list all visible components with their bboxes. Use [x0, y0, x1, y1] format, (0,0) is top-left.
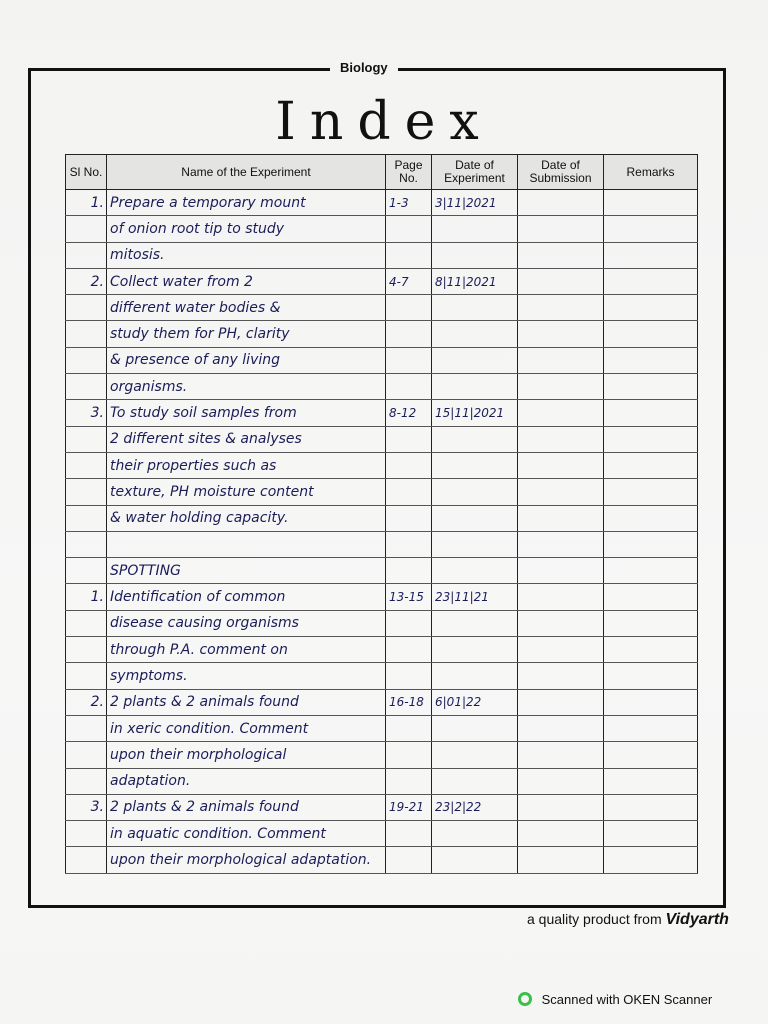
- experiment-name-cell: their properties such as: [107, 452, 386, 478]
- sl-cell: [66, 531, 107, 557]
- table-row: [66, 637, 698, 663]
- index-table-container: [65, 154, 698, 874]
- table-row: [66, 426, 698, 452]
- experiment-name-cell: texture, PH moisture content: [107, 479, 386, 505]
- experiment-name-cell: Identification of common: [107, 584, 386, 610]
- page-number-cell: [386, 610, 432, 636]
- table-row: [66, 242, 698, 268]
- table-row: [66, 821, 698, 847]
- date-of-experiment-cell: [432, 847, 518, 873]
- column-header-date-experiment: Date of Experiment: [432, 155, 518, 190]
- experiment-name-cell: through P.A. comment on: [107, 637, 386, 663]
- page-number-cell: [386, 295, 432, 321]
- page-number-cell: [386, 374, 432, 400]
- page-number-cell: 1-3: [386, 190, 432, 216]
- date-of-submission-cell: [518, 426, 604, 452]
- experiment-name-cell: Prepare a temporary mount: [107, 190, 386, 216]
- page-number-cell: [386, 505, 432, 531]
- remarks-cell: [604, 426, 698, 452]
- page-number-cell: [386, 637, 432, 663]
- remarks-cell: [604, 558, 698, 584]
- column-header-page: Page No.: [386, 155, 432, 190]
- table-row: [66, 663, 698, 689]
- remarks-cell: [604, 374, 698, 400]
- remarks-cell: [604, 242, 698, 268]
- sl-cell: 3.: [66, 794, 107, 820]
- date-of-experiment-cell: [432, 295, 518, 321]
- table-row: [66, 742, 698, 768]
- remarks-cell: [604, 321, 698, 347]
- date-of-experiment-cell: 23|11|21: [432, 584, 518, 610]
- remarks-cell: [604, 190, 698, 216]
- page-number-cell: [386, 479, 432, 505]
- sl-cell: [66, 558, 107, 584]
- date-of-submission-cell: [518, 216, 604, 242]
- experiment-name-cell: [107, 531, 386, 557]
- column-header-remarks: Remarks: [604, 155, 698, 190]
- table-row: [66, 531, 698, 557]
- table-row: [66, 768, 698, 794]
- sl-cell: [66, 821, 107, 847]
- sl-cell: [66, 452, 107, 478]
- date-of-submission-cell: [518, 584, 604, 610]
- date-of-submission-cell: [518, 558, 604, 584]
- sl-cell: [66, 347, 107, 373]
- date-of-experiment-cell: [432, 426, 518, 452]
- date-of-submission-cell: [518, 689, 604, 715]
- remarks-cell: [604, 663, 698, 689]
- remarks-cell: [604, 847, 698, 873]
- experiment-name-cell: disease causing organisms: [107, 610, 386, 636]
- date-of-submission-cell: [518, 374, 604, 400]
- date-of-experiment-cell: 3|11|2021: [432, 190, 518, 216]
- sl-cell: 1.: [66, 584, 107, 610]
- table-row: [66, 190, 698, 216]
- date-of-submission-cell: [518, 452, 604, 478]
- page-number-cell: 19-21: [386, 794, 432, 820]
- date-of-submission-cell: [518, 794, 604, 820]
- table-row: [66, 374, 698, 400]
- date-of-experiment-cell: [432, 452, 518, 478]
- remarks-cell: [604, 531, 698, 557]
- remarks-cell: [604, 768, 698, 794]
- column-header-experiment: Name of the Experiment: [107, 155, 386, 190]
- table-row: [66, 321, 698, 347]
- experiment-name-cell: 2 plants & 2 animals found: [107, 689, 386, 715]
- page-number-cell: [386, 663, 432, 689]
- remarks-cell: [604, 794, 698, 820]
- remarks-cell: [604, 268, 698, 294]
- remarks-cell: [604, 637, 698, 663]
- page-number-cell: 8-12: [386, 400, 432, 426]
- experiment-name-cell: upon their morphological adaptation.: [107, 847, 386, 873]
- page-number-cell: [386, 347, 432, 373]
- experiment-name-cell: 2 plants & 2 animals found: [107, 794, 386, 820]
- experiment-name-cell: study them for PH, clarity: [107, 321, 386, 347]
- date-of-submission-cell: [518, 847, 604, 873]
- remarks-cell: [604, 715, 698, 741]
- date-of-submission-cell: [518, 531, 604, 557]
- date-of-submission-cell: [518, 742, 604, 768]
- date-of-experiment-cell: [432, 637, 518, 663]
- remarks-cell: [604, 400, 698, 426]
- table-row: [66, 268, 698, 294]
- table-row: [66, 794, 698, 820]
- column-header-date-submission: Date of Submission: [518, 155, 604, 190]
- date-of-experiment-cell: [432, 663, 518, 689]
- brand-name: Vidyarth: [665, 911, 729, 928]
- remarks-cell: [604, 479, 698, 505]
- page-number-cell: [386, 558, 432, 584]
- table-row: [66, 216, 698, 242]
- page-number-cell: [386, 742, 432, 768]
- page-number-cell: [386, 452, 432, 478]
- sl-cell: [66, 321, 107, 347]
- remarks-cell: [604, 689, 698, 715]
- index-table: [65, 154, 698, 874]
- experiment-name-cell: organisms.: [107, 374, 386, 400]
- footer-text: a quality product from: [527, 911, 662, 927]
- date-of-experiment-cell: [432, 321, 518, 347]
- date-of-submission-cell: [518, 295, 604, 321]
- date-of-experiment-cell: 8|11|2021: [432, 268, 518, 294]
- table-row: [66, 558, 698, 584]
- sl-cell: [66, 479, 107, 505]
- remarks-cell: [604, 821, 698, 847]
- date-of-submission-cell: [518, 347, 604, 373]
- page-number-cell: [386, 847, 432, 873]
- date-of-experiment-cell: [432, 742, 518, 768]
- date-of-submission-cell: [518, 637, 604, 663]
- experiment-name-cell: & presence of any living: [107, 347, 386, 373]
- date-of-experiment-cell: 15|11|2021: [432, 400, 518, 426]
- sl-cell: [66, 242, 107, 268]
- date-of-submission-cell: [518, 479, 604, 505]
- date-of-experiment-cell: [432, 821, 518, 847]
- table-row: [66, 505, 698, 531]
- table-row: [66, 295, 698, 321]
- experiment-name-cell: in aquatic condition. Comment: [107, 821, 386, 847]
- date-of-submission-cell: [518, 663, 604, 689]
- sl-cell: [66, 610, 107, 636]
- column-header-sl: Sl No.: [66, 155, 107, 190]
- sl-cell: [66, 768, 107, 794]
- sl-cell: [66, 426, 107, 452]
- table-row: [66, 584, 698, 610]
- page-number-cell: [386, 242, 432, 268]
- date-of-submission-cell: [518, 768, 604, 794]
- date-of-experiment-cell: [432, 531, 518, 557]
- date-of-submission-cell: [518, 321, 604, 347]
- page-number-cell: [386, 715, 432, 741]
- table-row: [66, 347, 698, 373]
- sl-cell: [66, 637, 107, 663]
- date-of-experiment-cell: [432, 347, 518, 373]
- page-number-cell: [386, 321, 432, 347]
- date-of-experiment-cell: [432, 715, 518, 741]
- date-of-experiment-cell: [432, 768, 518, 794]
- experiment-name-cell: & water holding capacity.: [107, 505, 386, 531]
- page-number-cell: [386, 426, 432, 452]
- subject-label: Biology: [330, 60, 398, 75]
- table-row: [66, 400, 698, 426]
- experiment-name-cell: upon their morphological: [107, 742, 386, 768]
- table-body: [66, 190, 698, 874]
- remarks-cell: [604, 295, 698, 321]
- experiment-name-cell: SPOTTING: [107, 558, 386, 584]
- experiment-name-cell: To study soil samples from: [107, 400, 386, 426]
- date-of-experiment-cell: [432, 558, 518, 584]
- scanner-watermark: [518, 992, 712, 1007]
- table-row: [66, 610, 698, 636]
- page-number-cell: 13-15: [386, 584, 432, 610]
- sl-cell: 1.: [66, 190, 107, 216]
- sl-cell: [66, 295, 107, 321]
- date-of-submission-cell: [518, 190, 604, 216]
- scanner-text: Scanned with OKEN Scanner: [541, 992, 713, 1007]
- remarks-cell: [604, 584, 698, 610]
- sl-cell: 2.: [66, 689, 107, 715]
- remarks-cell: [604, 505, 698, 531]
- sl-cell: [66, 216, 107, 242]
- page-number-cell: [386, 531, 432, 557]
- sl-cell: [66, 663, 107, 689]
- experiment-name-cell: symptoms.: [107, 663, 386, 689]
- remarks-cell: [604, 216, 698, 242]
- experiment-name-cell: of onion root tip to study: [107, 216, 386, 242]
- table-header-row: [66, 155, 698, 190]
- scanner-logo-icon: [518, 992, 532, 1006]
- experiment-name-cell: in xeric condition. Comment: [107, 715, 386, 741]
- sl-cell: 3.: [66, 400, 107, 426]
- date-of-experiment-cell: 6|01|22: [432, 689, 518, 715]
- remarks-cell: [604, 452, 698, 478]
- page-number-cell: 4-7: [386, 268, 432, 294]
- experiment-name-cell: different water bodies &: [107, 295, 386, 321]
- experiment-name-cell: mitosis.: [107, 242, 386, 268]
- date-of-submission-cell: [518, 715, 604, 741]
- page-title: Index: [275, 92, 493, 152]
- date-of-submission-cell: [518, 505, 604, 531]
- sl-cell: [66, 374, 107, 400]
- page-number-cell: [386, 768, 432, 794]
- sl-cell: [66, 742, 107, 768]
- sl-cell: 2.: [66, 268, 107, 294]
- date-of-experiment-cell: [432, 374, 518, 400]
- sl-cell: [66, 715, 107, 741]
- remarks-cell: [604, 742, 698, 768]
- footer-branding: [527, 911, 729, 929]
- experiment-name-cell: 2 different sites & analyses: [107, 426, 386, 452]
- table-row: [66, 689, 698, 715]
- date-of-experiment-cell: [432, 505, 518, 531]
- date-of-submission-cell: [518, 242, 604, 268]
- table-row: [66, 452, 698, 478]
- table-row: [66, 715, 698, 741]
- date-of-submission-cell: [518, 821, 604, 847]
- experiment-name-cell: adaptation.: [107, 768, 386, 794]
- date-of-experiment-cell: [432, 216, 518, 242]
- date-of-submission-cell: [518, 610, 604, 636]
- remarks-cell: [604, 610, 698, 636]
- date-of-submission-cell: [518, 268, 604, 294]
- page-number-cell: 16-18: [386, 689, 432, 715]
- table-row: [66, 479, 698, 505]
- table-row: [66, 847, 698, 873]
- sl-cell: [66, 505, 107, 531]
- sl-cell: [66, 847, 107, 873]
- date-of-submission-cell: [518, 400, 604, 426]
- date-of-experiment-cell: [432, 242, 518, 268]
- date-of-experiment-cell: [432, 479, 518, 505]
- page-number-cell: [386, 216, 432, 242]
- page-number-cell: [386, 821, 432, 847]
- experiment-name-cell: Collect water from 2: [107, 268, 386, 294]
- remarks-cell: [604, 347, 698, 373]
- date-of-experiment-cell: 23|2|22: [432, 794, 518, 820]
- date-of-experiment-cell: [432, 610, 518, 636]
